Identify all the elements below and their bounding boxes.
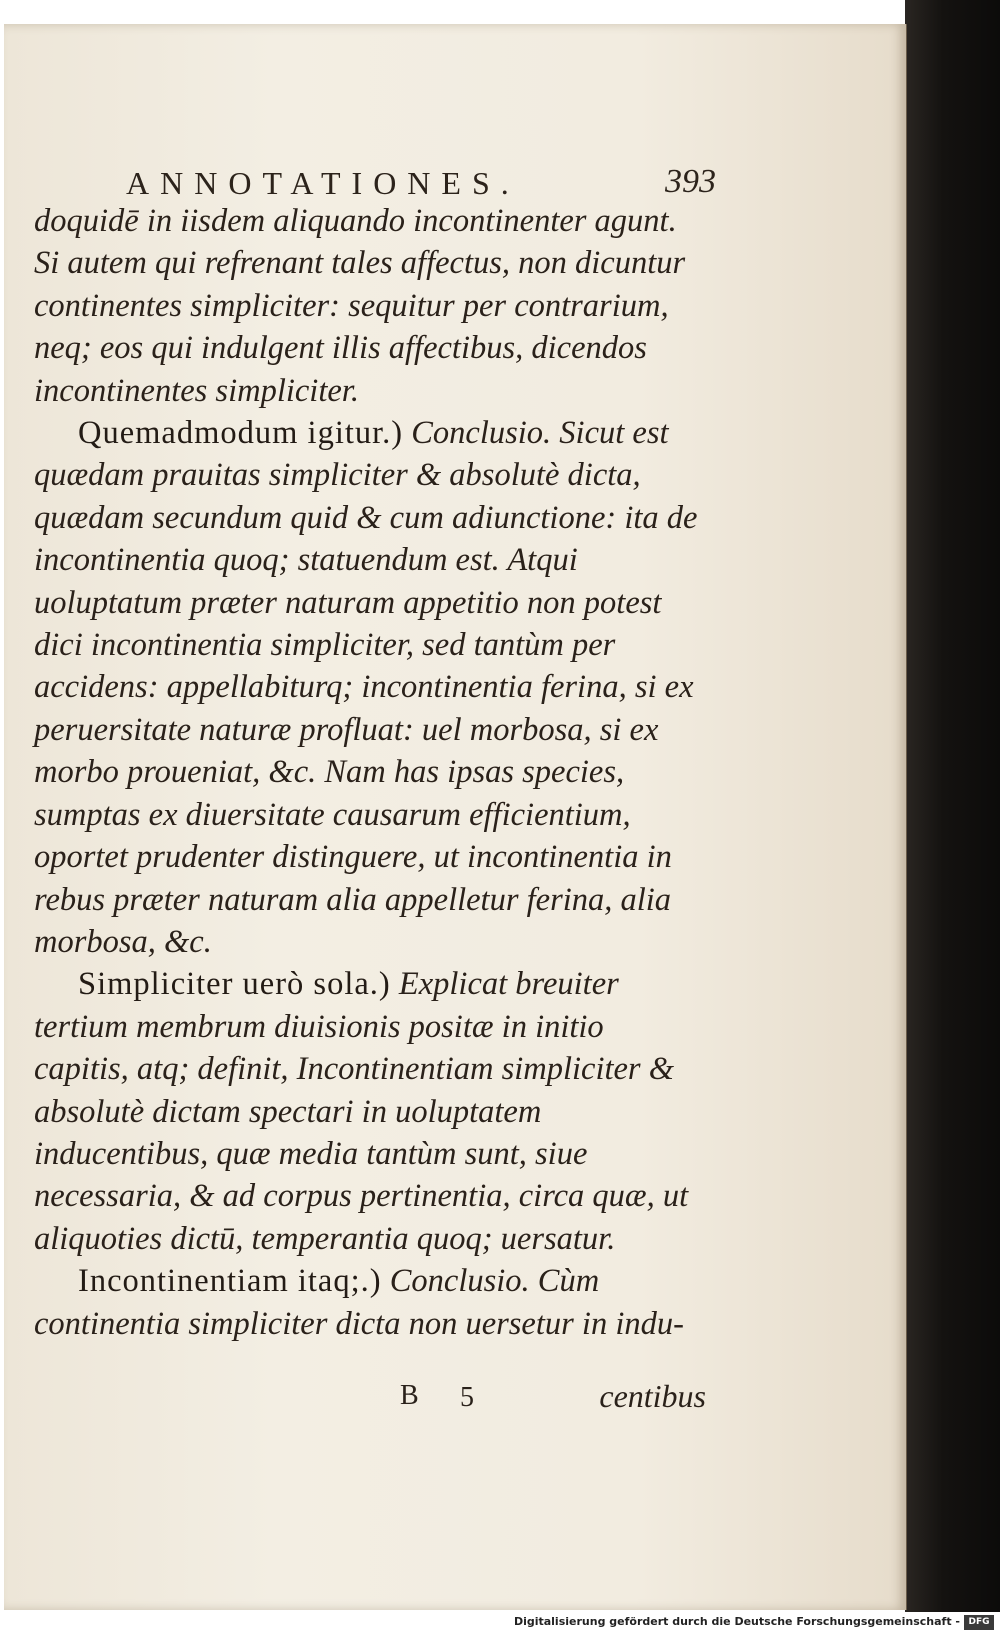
- running-head: [126, 165, 716, 205]
- lemma-heading: Simpliciter uerò sola.): [78, 966, 391, 1003]
- paragraph-text: Conclusio. Cùm continentia simpliciter dicta non uersetur in indu-: [34, 1263, 684, 1342]
- digitization-credit-bar: [0, 1612, 1000, 1635]
- paragraph-continuation: [34, 200, 706, 412]
- paragraph-quemadmodum: [34, 412, 706, 963]
- lemma-heading: Incontinentiam itaq;.): [78, 1263, 382, 1300]
- paragraph-incontinentiam: [34, 1260, 706, 1345]
- paragraph-text: Explicat breuiter tertium membrum diuisionis positæ in initio capitis, atq; definit, Incontinentiam simpliciter & absolutè dictam spectari in uoluptatem inducentibus, quæ media tantùm sunt, siue necessaria, & ad corpus pertinentia, circa quæ, ut aliquoties dictū, temperantia quoq; uersatur.: [34, 966, 689, 1257]
- credit-text: Digitalisierung gefördert durch die Deutsche Forschungsgemeinschaft -: [513, 1615, 960, 1628]
- signature-number: 5: [460, 1382, 474, 1413]
- catchword: centibus: [599, 1378, 706, 1414]
- book-edge-shadow: [905, 0, 1000, 1612]
- dfg-logo-icon: DFG: [964, 1615, 994, 1630]
- paragraph-simpliciter: [34, 963, 706, 1260]
- page-body: [34, 200, 706, 1345]
- paragraph-text: Conclusio. Sicut est quædam prauitas simpliciter & absolutè dicta, quædam secundum quid & cum adiunctione: ita de incontinentia quoq; statuendum est. Atqui uoluptatum præter naturam appetitio non potest dici incontinentia simpliciter, sed tantùm per accidens: appellabiturq; incontinentia ferina, si ex peruersitate naturæ profluat: uel morbosa, si ex morbo proueniat, &c. Nam has ipsas species, sumptas ex diuersitate causarum efficientium, oportet prudenter distinguere, ut incontinentia in rebus præter naturam alia appelletur ferina, alia morbosa, &c.: [34, 415, 698, 960]
- page-number: 393: [665, 163, 716, 200]
- lemma-heading: Quemadmodum igitur.): [78, 415, 404, 452]
- signature-mark: B: [400, 1380, 419, 1411]
- running-title: ANNOTATIONES.: [126, 165, 520, 201]
- paragraph-text: doquidē in iisdem aliquando incontinenter agunt. Si autem qui refrenant tales affectus, non dicuntur continentes simpliciter: sequitur per contrarium, neq; eos qui indulgent illis affectibus, dicendos incontinentes simpliciter.: [34, 203, 686, 409]
